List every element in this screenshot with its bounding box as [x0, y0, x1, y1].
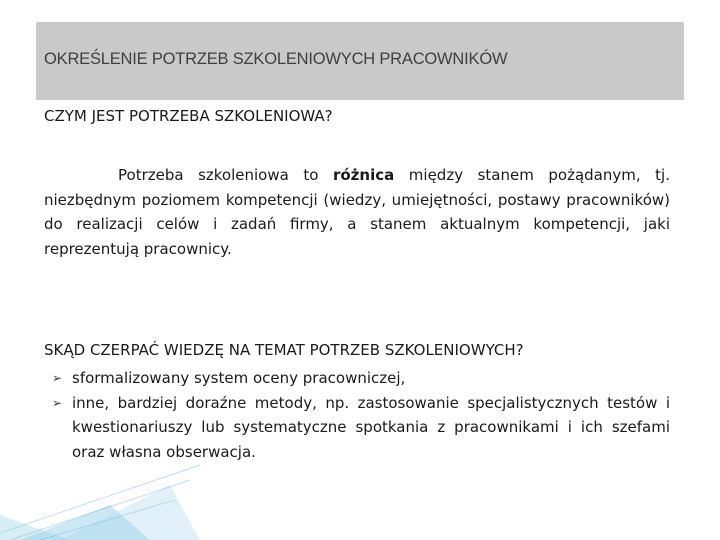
- header-band: [36, 22, 684, 100]
- list-item: [44, 366, 670, 391]
- arrow-bullet-icon: ➢: [52, 395, 63, 410]
- slide-title: OKREŚLENIE POTRZEB SZKOLENIOWYCH PRACOWNIKÓW: [44, 50, 508, 68]
- list-item: [44, 391, 670, 465]
- list-item-text: inne, bardziej doraźne metody, np. zastosowanie specjalistycznych testów i kwestionariuszy lub systematyczne spotkania z pracownikami i ich szefami oraz własna obserwacja.: [72, 393, 670, 461]
- section-heading-sources: SKĄD CZERPAĆ WIEDZĘ NA TEMAT POTRZEB SZKOLENIOWYCH?: [44, 341, 524, 359]
- definition-text-start: Potrzeba szkoleniowa to: [118, 166, 333, 184]
- definition-paragraph: [44, 163, 670, 261]
- arrow-bullet-icon: ➢: [52, 371, 63, 385]
- definition-text-end: między stanem pożądanym, tj. niezbędnym poziomem kompetencji (wiedzy, umiejętności, postawy pracowników) do realizacji celów i zadań firmy, a stanem aktualnym kompetencji, jaki reprezentują pracownicy.: [44, 166, 670, 258]
- section-heading-definition: CZYM JEST POTRZEBA SZKOLENIOWA?: [44, 107, 333, 125]
- definition-emphasis: różnica: [332, 166, 395, 184]
- sources-list: [44, 366, 670, 464]
- list-item-text: sformalizowany system oceny pracowniczej,: [72, 369, 406, 387]
